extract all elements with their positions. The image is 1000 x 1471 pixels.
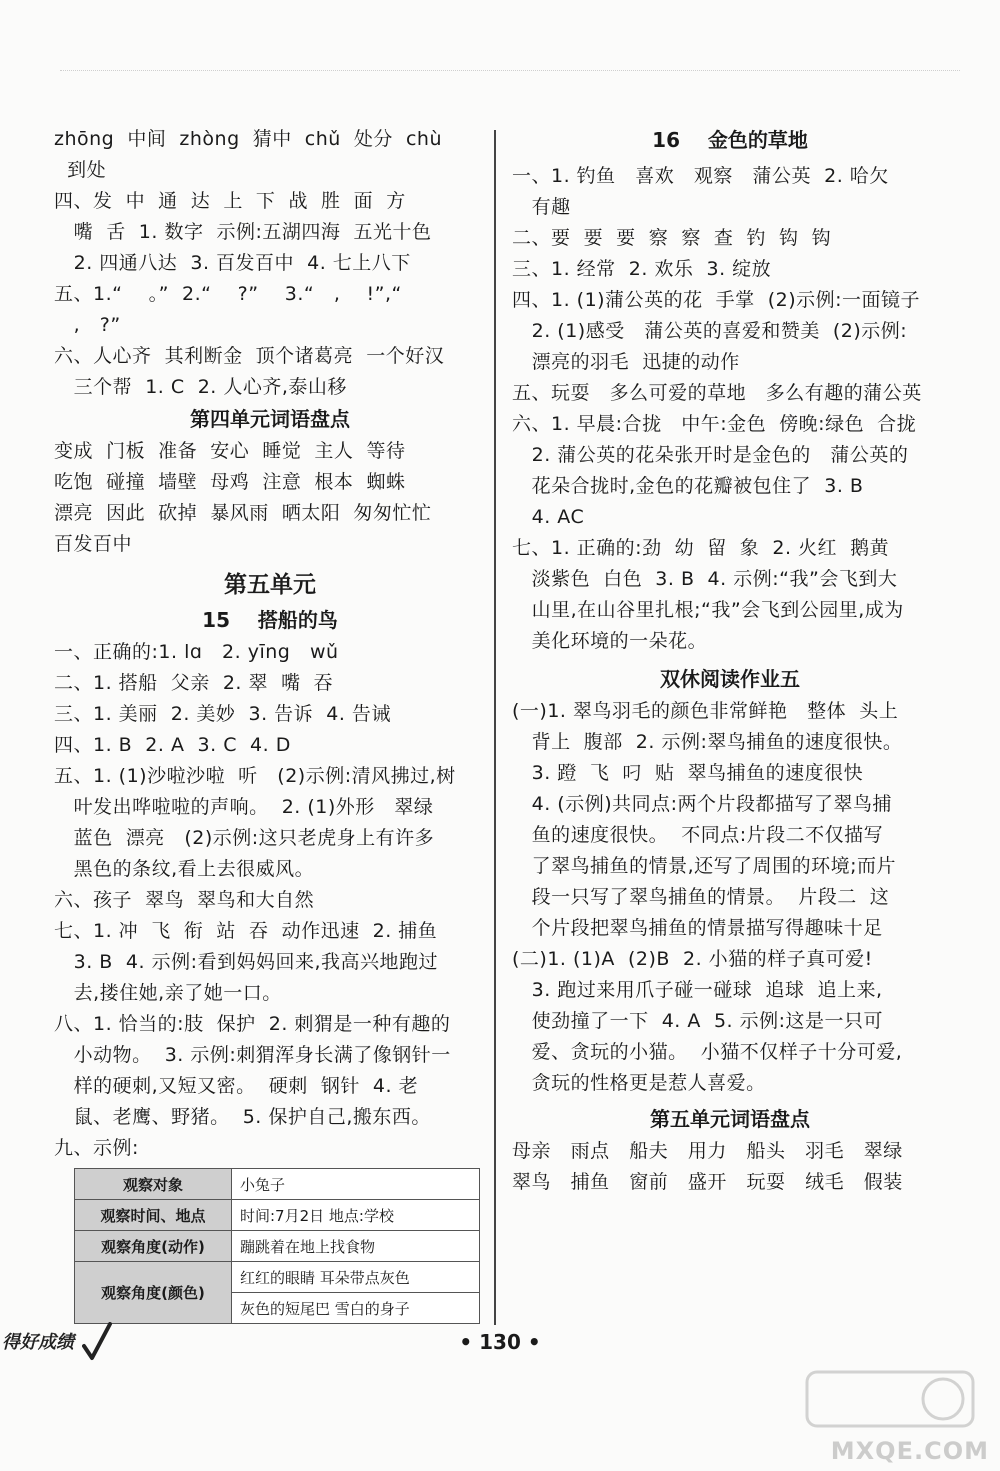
answer-line: 三、1. 美丽 2. 美妙 3. 告诉 4. 告诫 <box>54 703 391 725</box>
answer-line: 个片段把翠鸟捕鱼的情景描写得趣味十足 <box>512 917 883 939</box>
watermark <box>795 1368 995 1471</box>
answer-line: 去,搂住她,亲了她一口。 <box>54 982 282 1004</box>
answer-line: 山里,在山谷里扎根;“我”会飞到公园里,成为 <box>512 599 904 621</box>
answer-line: 五、1.“ 。” 2.“ ?” 3.“ , !”,“ <box>54 283 402 305</box>
right-column <box>512 124 948 1198</box>
table-cell: 时间:7月2日 地点:学校 <box>232 1200 480 1231</box>
lesson-heading: 15 搭船的鸟 <box>202 608 338 632</box>
answer-line: 四、1. B 2. A 3. C 4. D <box>54 734 291 756</box>
answer-line: 使劲撞了一下 4. A 5. 示例:这是一只可 <box>512 1010 884 1032</box>
table-row <box>75 1231 480 1262</box>
table-row-label: 观察角度(动作) <box>75 1231 232 1262</box>
answer-line: 贪玩的性格更是惹人喜爱。 <box>512 1072 766 1094</box>
answer-line: 五、1. (1)沙啦沙啦 听 (2)示例:清风拂过,树 <box>54 765 456 787</box>
answer-line: 淡紫色 白色 3. B 4. 示例:“我”会飞到大 <box>512 568 898 590</box>
observation-table <box>74 1168 480 1324</box>
brand-text: 得好成绩 <box>2 1332 74 1353</box>
answer-line: 黑色的条纹,看上去很威风。 <box>54 858 315 880</box>
answer-line: 美化环境的一朵花。 <box>512 630 708 652</box>
answer-line: 4. (示例)共同点:两个片段都描写了翠鸟捕 <box>512 793 893 815</box>
table-cell: 红红的眼睛 耳朵带点灰色 <box>232 1262 480 1293</box>
answer-line: 五、玩耍 多么可爱的草地 多么有趣的蒲公英 <box>512 382 922 404</box>
page-number: • 130 • <box>459 1330 541 1354</box>
answer-line: 漂亮的羽毛 迅捷的动作 <box>512 351 740 373</box>
answer-line: 七、1. 正确的:劲 幼 留 象 2. 火红 鹅黄 <box>512 537 890 559</box>
word-list-line: 翠鸟 捕鱼 窗前 盛开 玩耍 绒毛 假装 <box>512 1171 903 1193</box>
answer-line: 二、1. 搭船 父亲 2. 翠 嘴 吞 <box>54 672 334 694</box>
answer-line: 四、发 中 通 达 上 下 战 胜 面 方 <box>54 190 406 212</box>
answer-line: 六、孩子 翠鸟 翠鸟和大自然 <box>54 889 315 911</box>
answer-line: 花朵合拢时,金色的花瓣被包住了 3. B <box>512 475 864 497</box>
answer-line: 了翠鸟捕鱼的情景,还写了周围的环境;而片 <box>512 855 897 877</box>
left-column <box>54 124 486 1324</box>
answer-line: 六、人心齐 其利断金 顶个诸葛亮 一个好汉 <box>54 345 445 367</box>
table-cell: 蹦跳着在地上找食物 <box>232 1231 480 1262</box>
section-heading: 第四单元词语盘点 <box>190 407 350 431</box>
table-row-label: 观察角度(颜色) <box>75 1262 232 1324</box>
answer-line: 六、1. 早晨:合拢 中午:金色 傍晚:绿色 合拢 <box>512 413 917 435</box>
answer-line: 有趣 <box>512 196 571 218</box>
unit-heading: 第五单元 <box>224 572 316 598</box>
answer-line: 3. 蹬 飞 叼 贴 翠鸟捕鱼的速度很快 <box>512 762 864 784</box>
answer-line: 小动物。 3. 示例:刺猬浑身长满了像钢针一 <box>54 1044 451 1066</box>
answer-line: 样的硬刺,又短又密。 硬刺 钢针 4. 老 <box>54 1075 419 1097</box>
answer-line: 七、1. 冲 飞 衔 站 吞 动作迅速 2. 捕鱼 <box>54 920 438 942</box>
answer-line: 八、1. 恰当的:肢 保护 2. 刺猬是一种有趣的 <box>54 1013 451 1035</box>
word-list-line: 漂亮 因此 砍掉 暴风雨 晒太阳 匆匆忙忙 <box>54 502 432 524</box>
lesson-heading: 16 金色的草地 <box>652 128 808 152</box>
answer-line: 段一只写了翠鸟捕鱼的情景。 片段二 这 <box>512 886 890 908</box>
word-list-line: 百发百中 <box>54 533 133 555</box>
answer-line: 2. 蒲公英的花朵张开时是金色的 蒲公英的 <box>512 444 909 466</box>
answer-line: 蓝色 漂亮 (2)示例:这只老虎身上有许多 <box>54 827 435 849</box>
top-rule <box>60 70 960 71</box>
answer-line: 一、正确的:1. lɑ 2. yīng wǔ <box>54 641 339 663</box>
answer-line: 到处 <box>54 159 107 181</box>
section-heading: 双休阅读作业五 <box>660 667 800 691</box>
answer-line: 3. 跑过来用爪子碰一碰球 追球 追上来, <box>512 979 883 1001</box>
section-heading: 第五单元词语盘点 <box>650 1107 810 1131</box>
table-row <box>75 1200 480 1231</box>
table-row <box>75 1262 480 1293</box>
answer-line: 背上 腹部 2. 示例:翠鸟捕鱼的速度很快。 <box>512 731 903 753</box>
answer-line: (一)1. 翠鸟羽毛的颜色非常鲜艳 整体 头上 <box>512 700 899 722</box>
answer-line: 4. AC <box>512 506 585 528</box>
word-list-line: 吃饱 碰撞 墙壁 母鸡 注意 根本 蜘蛛 <box>54 471 406 493</box>
answer-line: (二)1. (1)A (2)B 2. 小猫的样子真可爱! <box>512 948 873 970</box>
word-list-line: 母亲 雨点 船夫 用力 船头 羽毛 翠绿 <box>512 1140 903 1162</box>
table-row <box>75 1169 480 1200</box>
watermark-text: MXQE.COM <box>830 1437 989 1465</box>
answer-line: 三个帮 1. C 2. 人心齐,泰山移 <box>54 376 347 398</box>
answer-line: 一、1. 钓鱼 喜欢 观察 蒲公英 2. 哈欠 <box>512 165 889 187</box>
word-list-line: 变成 门板 准备 安心 睡觉 主人 等待 <box>54 440 406 462</box>
table-cell: 灰色的短尾巴 雪白的身子 <box>232 1293 480 1324</box>
answer-line: 二、要 要 要 察 察 查 钓 钩 钩 <box>512 227 832 249</box>
table-row-label: 观察时间、地点 <box>75 1200 232 1231</box>
answer-line: 鼠、老鹰、野猪。 5. 保护自己,搬东西。 <box>54 1106 431 1128</box>
answer-line: 2. 四通八达 3. 百发百中 4. 七上八下 <box>54 252 411 274</box>
answer-line: 鱼的速度很快。 不同点:片段二不仅描写 <box>512 824 884 846</box>
column-divider <box>494 130 496 1325</box>
answer-line: 3. B 4. 示例:看到妈妈回来,我高兴地跑过 <box>54 951 439 973</box>
answer-line: 嘴 舌 1. 数字 示例:五湖四海 五光十色 <box>54 221 432 243</box>
answer-line: 四、1. (1)蒲公英的花 手掌 (2)示例:一面镜子 <box>512 289 921 311</box>
table-row-label: 观察对象 <box>75 1169 232 1200</box>
answer-line: 九、示例: <box>54 1137 139 1159</box>
answer-line: , ?” <box>54 314 121 336</box>
answer-line: 叶发出哗啦啦的声响。 2. (1)外形 翠绿 <box>54 796 434 818</box>
watermark-logo-icon <box>805 1368 975 1430</box>
answer-line: 三、1. 经常 2. 欢乐 3. 绽放 <box>512 258 772 280</box>
table-cell: 小兔子 <box>232 1169 480 1200</box>
answer-line: 爱、贪玩的小猫。 小猫不仅样子十分可爱, <box>512 1041 903 1063</box>
answer-line: 2. (1)感受 蒲公英的喜爱和赞美 (2)示例: <box>512 320 908 342</box>
answer-line: zhōng 中间 zhòng 猜中 chǔ 处分 chù <box>54 128 443 150</box>
